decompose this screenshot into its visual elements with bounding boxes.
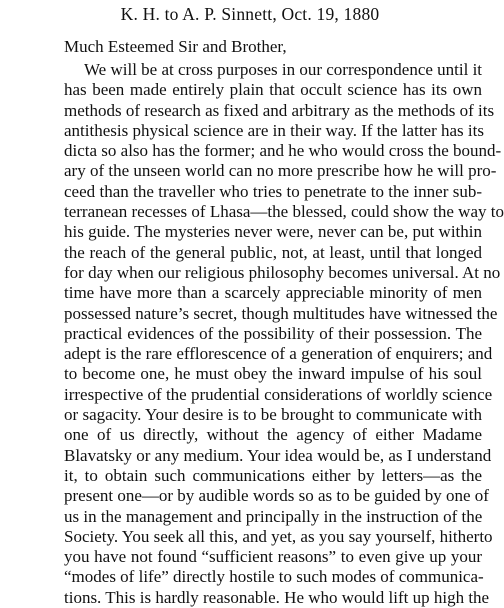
text-line: his guide. The mysteries never were, never can be, put within [64, 222, 482, 242]
salutation: Much Esteemed Sir and Brother, [64, 37, 287, 56]
text-line: it, to obtain such communications either by letters—as the [64, 465, 482, 485]
text-line: practical evidences of the possibility of their possession. The [64, 323, 482, 343]
text-line: for day when our religious philosophy becomes universal. At no [64, 262, 501, 282]
text-line: has been made entirely plain that occult science has its own [64, 80, 482, 100]
text-line: us in the management and principally in the instruction of the [64, 506, 483, 526]
text-line: tions. This is hardly reasonable. He who would lift up high the [64, 587, 490, 607]
text-line: methods of research as fixed and arbitrary as the methods of its [64, 100, 495, 120]
text-line: Blavatsky or any medium. Your idea would be, as I understand [64, 445, 492, 465]
text-line: ary of the unseen world can no more prescribe how he will pro- [64, 161, 497, 181]
text-line: present one—or by audible words so as to be guided by one of [64, 486, 489, 506]
letter-heading: K. H. to A. P. Sinnett, Oct. 19, 1880 [120, 4, 380, 24]
text-line: time have more than a scarcely appreciable minority of men [64, 283, 482, 303]
text-line: antithesis physical science are in their way. If the latter has its [64, 120, 484, 140]
text-line: irrespective of the prudential considerations of worldly science [64, 384, 493, 404]
text-line: or sagacity. Your desire is to be brought to communicate with [64, 405, 482, 425]
text-line: dicta so also has the former; and he who would cross the bound- [64, 141, 502, 161]
text-line: you have not found “sufficient reasons” to even give up your [64, 547, 482, 567]
text-line: the reach of the general public, not, at least, until that longed [64, 242, 482, 262]
text-line: one of us directly, without the agency of either Madame [64, 425, 482, 445]
text-line: possessed nature’s secret, though multitudes have witnessed the [64, 303, 498, 323]
text-line: Society. You seek all this, and yet, as you say yourself, hitherto [64, 526, 493, 546]
letter-body [64, 60, 504, 608]
text-line: terranean recesses of Lhasa—the blessed, could show the way to [64, 202, 504, 222]
text-line: adept is the rare efflorescence of a generation of enquirers; and [64, 344, 493, 364]
text-line: ceed than the traveller who tries to penetrate to the inner sub- [64, 181, 482, 201]
text-line: to become one, he must obey the inward impulse of his soul [64, 364, 482, 384]
text-line: We will be at cross purposes in our correspondence until it [84, 60, 483, 79]
text-line: “modes of life” directly hostile to such modes of communica- [64, 567, 484, 587]
